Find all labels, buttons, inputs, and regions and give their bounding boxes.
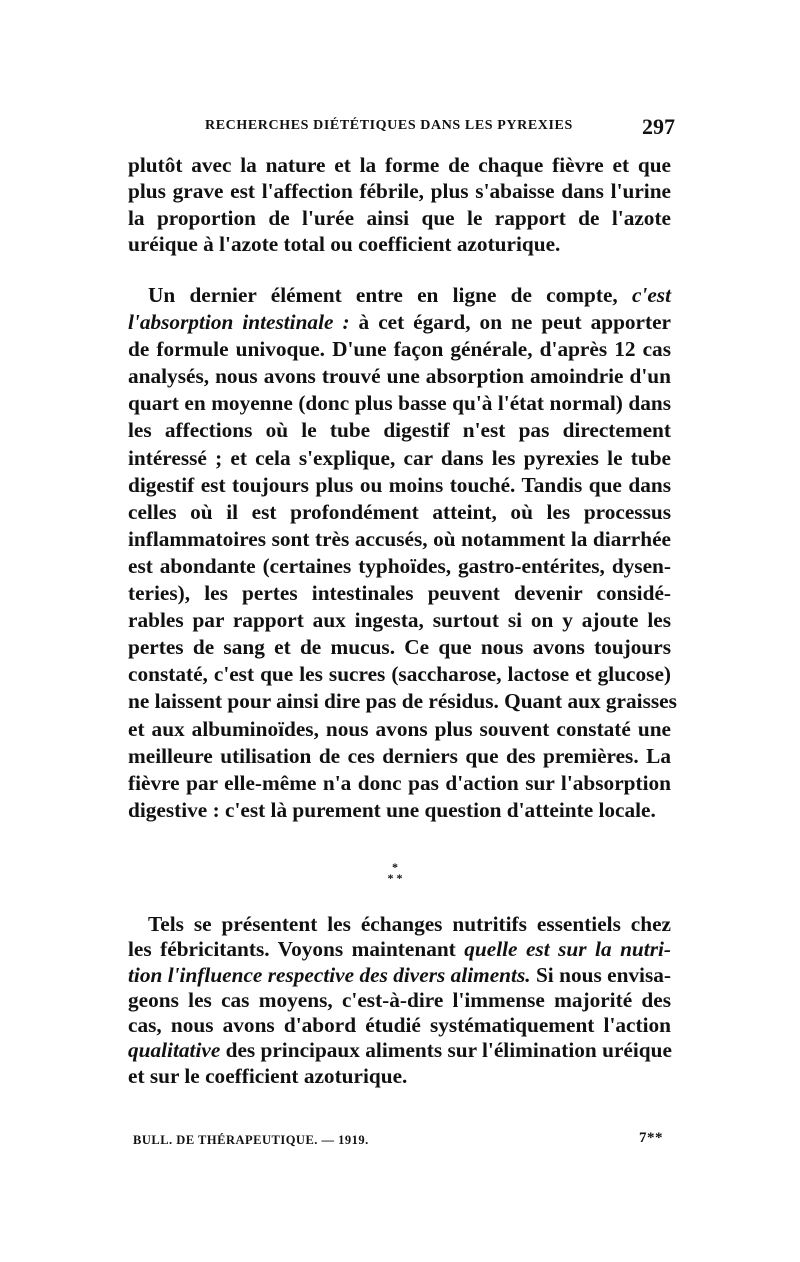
text-line: uréique à l'azote total ou coefficient azoturique. xyxy=(128,231,561,256)
text-line: et sur le coefficient azoturique. xyxy=(128,1063,408,1088)
text-line: ne laissent pour ainsi dire pas de résidus. Quant aux graisses xyxy=(128,689,677,714)
paragraph-1 xyxy=(128,152,671,257)
text-line: est abondante (certaines typhoïdes, gastro-entérites, dysen- xyxy=(128,553,671,578)
paragraph-3 xyxy=(128,912,671,1089)
text-line: fièvre par elle-même n'a donc pas d'action sur l'absorption xyxy=(128,770,671,795)
text-line: pertes de sang et de mucus. Ce que nous avons toujours xyxy=(128,635,671,660)
italic-segment: quelle est sur la nutri- xyxy=(464,937,671,962)
text-line: la proportion de l'urée ainsi que le rapport de l'azote xyxy=(128,205,671,230)
text-line: quart en moyenne (donc plus basse qu'à l'état normal) dans xyxy=(128,391,671,416)
section-separator xyxy=(380,862,410,884)
text-line: et aux albuminoïdes, nous avons plus souvent constaté une xyxy=(128,716,671,741)
text-line: de formule univoque. D'une façon générale, d'après 12 cas xyxy=(128,337,671,362)
page-footer xyxy=(133,1130,663,1148)
text-line: celles où il est profondément atteint, où les processus xyxy=(128,499,671,524)
text-line: meilleure utilisation de ces derniers que des premières. La xyxy=(128,743,671,768)
text-line: Tels se présentent les échanges nutritifs essentiels chez xyxy=(148,912,671,936)
paragraph-2 xyxy=(128,282,677,824)
text-line: geons les cas moyens, c'est-à-dire l'immense majorité des xyxy=(128,987,671,1012)
separator-star-top: * xyxy=(392,860,398,874)
italic-segment: l'absorption intestinale : xyxy=(128,310,350,335)
text-line: analysés, nous avons trouvé une absorption amoindrie d'un xyxy=(128,364,671,389)
text-line: plutôt avec la nature et la forme de chaque fièvre et que xyxy=(128,153,671,177)
italic-segment: tion l'influence respective des divers aliments. xyxy=(128,962,531,987)
page-number: 297 xyxy=(642,114,675,139)
text-line: constaté, c'est que les sucres (saccharose, lactose et glucose) xyxy=(128,662,671,687)
text-line: plus grave est l'affection fébrile, plus s'abaisse dans l'urine xyxy=(128,179,671,204)
text-segment: à cet égard, on ne peut apporter xyxy=(349,310,672,335)
text-segment: Un dernier élément entre en ligne de compte, xyxy=(148,283,632,307)
text-line xyxy=(128,937,671,962)
running-title: RECHERCHES DIÉTÉTIQUES DANS LES PYREXIES xyxy=(205,118,573,133)
text-segment: Si nous envisa- xyxy=(530,962,672,987)
text-line: digestive : c'est là purement une question d'atteinte locale. xyxy=(128,797,656,822)
journal-reference: BULL. DE THÉRAPEUTIQUE. — 1919. xyxy=(133,1133,369,1147)
text-segment: les fébricitants. Voyons maintenant xyxy=(128,937,465,962)
text-line xyxy=(128,282,671,309)
text-line: cas, nous avons d'abord étudié systématiquement l'action xyxy=(128,1013,671,1038)
italic-segment: c'est xyxy=(631,283,671,307)
running-header xyxy=(205,114,675,139)
text-line: rables par rapport aux ingesta, surtout si on y ajoute les xyxy=(128,608,671,633)
text-line: teries), les pertes intestinales peuvent devenir considé- xyxy=(128,581,671,606)
text-line xyxy=(128,1038,671,1063)
text-line: inflammatoires sont très accusés, où notamment la diarrhée xyxy=(128,526,671,551)
text-line xyxy=(128,963,671,988)
signature-mark: 7** xyxy=(639,1130,663,1146)
text-line: les affections où le tube digestif n'est pas directement xyxy=(128,418,671,443)
italic-segment: qualitative xyxy=(128,1038,221,1063)
text-line: intéressé ; et cela s'explique, car dans les pyrexies le tube xyxy=(128,445,671,470)
text-line xyxy=(128,309,671,336)
text-segment: des principaux aliments sur l'élimination uréique xyxy=(220,1038,672,1063)
separator-stars-bottom: * * xyxy=(387,871,403,885)
text-line: digestif est toujours plus ou moins touché. Tandis que dans xyxy=(128,472,671,497)
